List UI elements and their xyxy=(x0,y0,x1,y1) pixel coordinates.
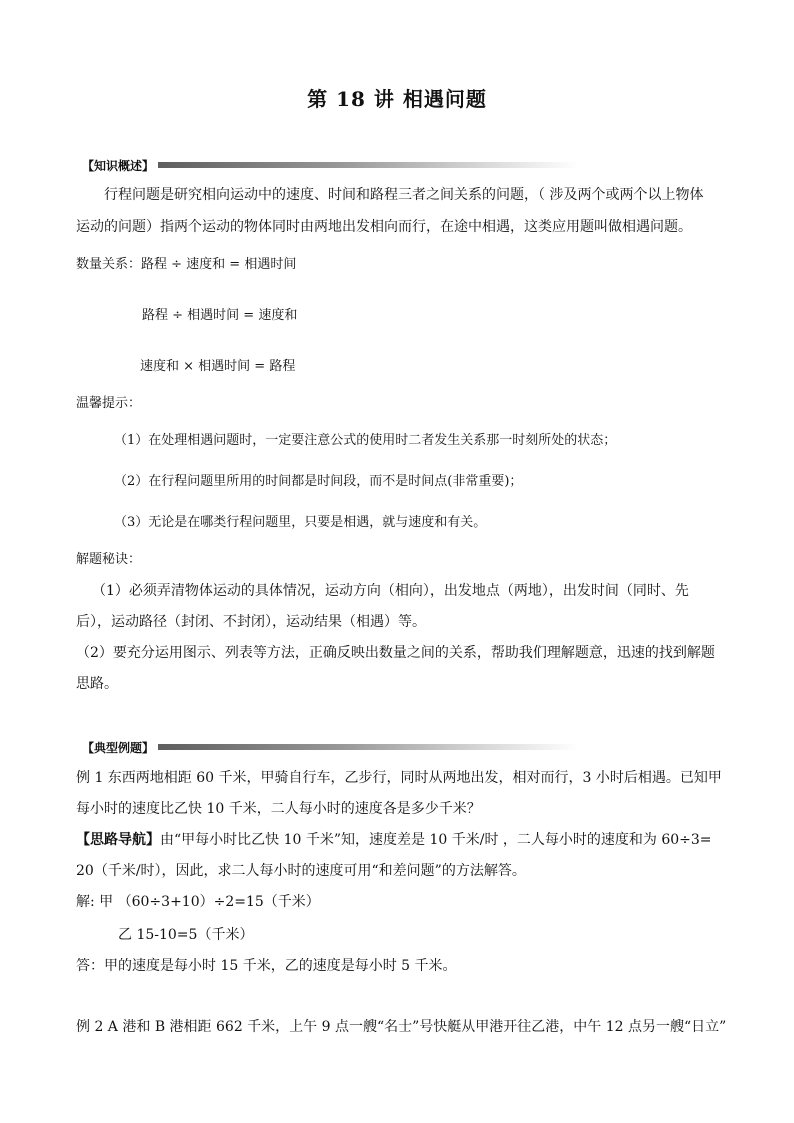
formula-line: 数量关系：路程 ÷ 速度和 = 相遇时间 xyxy=(76,257,297,272)
section-label: 【典型例题】 xyxy=(82,740,155,755)
tip-item: （2）在行程问题里所用的时间都是时间段，而不是时间点(非常重要)； xyxy=(114,474,523,489)
overview-paragraph-line: 运动的问题）指两个运动的物体同时由两地出发相向而行，在途中相遇，这类应用题叫做相遇问题。 xyxy=(76,219,692,235)
secret-line: （1）必须弄清物体运动的具体情况，运动方向（相向），出发地点（两地），出发时间（同时、先 xyxy=(92,583,689,599)
solution-line: 乙 15-10=5（千米） xyxy=(118,927,254,943)
formula-line: 路程 ÷ 相遇时间 = 速度和 xyxy=(142,308,298,323)
secret-heading: 解题秘诀： xyxy=(76,552,142,567)
tip-item: （3）无论是在哪类行程问题里，只要是相遇，就与速度和有关。 xyxy=(114,515,487,530)
hint-line xyxy=(76,830,712,850)
secret-line: （2）要充分运用图示、列表等方法，正确反映出数量之间的关系，帮助我们理解题意，迅速的找到解题 xyxy=(76,645,715,661)
overview-paragraph-line: 行程问题是研究相向运动中的速度、时间和路程三者之间关系的问题，（ 涉及两个或两个以上物体 xyxy=(104,187,704,203)
secret-line: 后），运动路径（封闭、不封闭），运动结果（相遇）等。 xyxy=(76,614,426,630)
secret-line: 思路。 xyxy=(76,676,118,692)
example-1-line: 例 1 东西两地相距 60 千米，甲骑自行车，乙步行，同时从两地出发，相对而行，3 小时后相遇。已知甲 xyxy=(76,770,722,786)
tips-heading: 温馨提示： xyxy=(76,396,142,411)
hint-text: 由“甲每小时比乙快 10 千米”知，速度差是 10 千米/时 ，二人每小时的速度和为 60÷3= xyxy=(160,832,712,848)
section-label: 【知识概述】 xyxy=(82,158,155,173)
hint-label: 【思路导航】 xyxy=(76,832,160,848)
answer-line: 答：甲的速度是每小时 15 千米，乙的速度是每小时 5 千米。 xyxy=(76,958,457,974)
solution-line: 解: 甲 （60÷3+10）÷2=15（千米） xyxy=(76,894,320,910)
formula-line: 速度和 × 相遇时间 = 路程 xyxy=(140,359,296,374)
hint-line: 20（千米/时），因此，求二人每小时的速度可用“和差问题”的方法解答。 xyxy=(76,863,526,879)
section-divider-bar xyxy=(158,162,578,168)
example-2-line: 例 2 A 港和 B 港相距 662 千米，上午 9 点一艘“名士”号快艇从甲港开往乙港，中午 12 点另一艘“日立” xyxy=(76,1019,727,1035)
section-header-overview xyxy=(82,155,578,175)
example-1-line: 每小时的速度比乙快 10 千米，二人每小时的速度各是多少千米？ xyxy=(76,801,481,817)
tip-item: （1）在处理相遇问题时，一定要注意公式的使用时二者发生关系那一时刻所处的状态； xyxy=(114,433,617,448)
section-divider-bar xyxy=(158,744,578,750)
page-title: 第 18 讲 相遇问题 xyxy=(307,87,487,111)
section-header-examples xyxy=(82,737,578,757)
